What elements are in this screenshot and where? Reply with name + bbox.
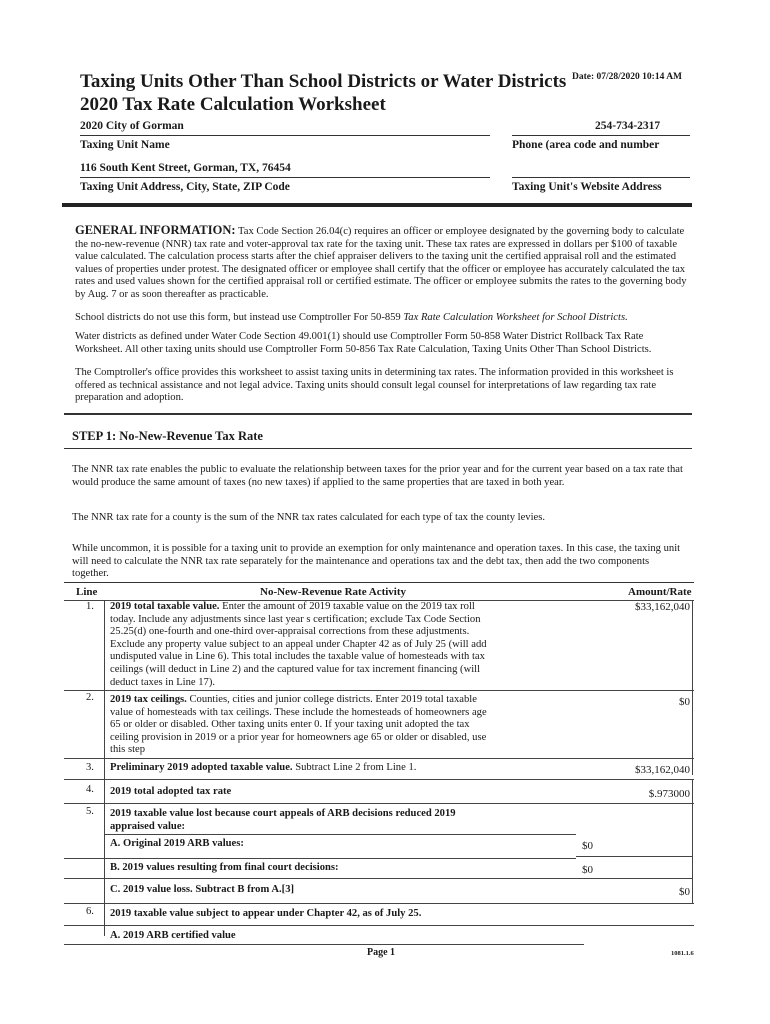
row-5b-amount: $0 <box>582 864 593 876</box>
address-value: 116 South Kent Street, Gorman, TX, 76454 <box>80 162 291 174</box>
row-6-activity: 2019 taxable value subject to appear under Chapter 42, as of July 25. <box>110 908 422 919</box>
row-2-number: 2. <box>86 692 94 703</box>
row-1-text: Enter the amount of 2019 taxable value on the 2019 tax roll today. Include any adjustments since last year s certification; exclude Tax Code Section 25.25(d) one-fourth and one-third over-appraisal corrections from these adjustments. Exclude any property value subject to an appeal under Chapter 42 as of July 25 (will add undisputed value in Line 6). This total includes the taxable value of homesteads with tax ceilings (will deduct in Line 2) and the captured value for tax increment financing (will deduct taxes in Line 17). <box>110 601 487 688</box>
date-stamp: Date: 07/28/2020 10:14 AM <box>572 72 683 82</box>
row-6-number: 6. <box>86 906 94 917</box>
title-line-1: Taxing Units Other Than School Districts or Water Districts <box>80 71 567 92</box>
row-4-amount: $.973000 <box>648 788 690 800</box>
row-2-title: 2019 tax ceilings. <box>110 694 187 705</box>
page-number: Page 1 <box>367 947 396 958</box>
row-5a-amount: $0 <box>582 840 593 852</box>
water-districts-note: Water districts as defined under Water Code Section 49.001(1) should use Comptroller Form 50-858 Water District Rollback Tax Rate Worksheet. All other taxing units should use Comptroller Form 50-856 Tax Rate Calculation, Taxing Units Other Than School Districts. <box>75 331 652 355</box>
row-1-title: 2019 total taxable value. <box>110 601 220 612</box>
general-info-paragraph <box>75 224 690 302</box>
row-1-activity <box>110 601 490 689</box>
row-2-text: Counties, cities and junior college districts. Enter 2019 total taxable value of homesteads with tax ceilings. These include the homesteads of homeowners age 65 or older or disabled. Other taxing units enter 0. If your taxing unit adopted the tax ceiling provision in 2019 or a prior year for homeowners age 65 or older or disabled, use this step <box>110 694 487 756</box>
phone-value: 254-734-2317 <box>595 120 661 132</box>
taxing-unit-name-value: 2020 City of Gorman <box>80 120 184 132</box>
comptroller-note: The Comptroller's office provides this worksheet to assist taxing units in determining tax rates. The information provided in this worksheet is offered as technical assistance and not legal advice. Taxing units should consult legal counsel for interpretations of law regarding tax rate preparation and adoption. <box>75 367 674 404</box>
row-3-text: Subtract Line 2 from Line 1. <box>292 762 417 773</box>
row-5c-label: C. 2019 value loss. Subtract B from A.[3] <box>110 884 295 895</box>
website-label: Taxing Unit's Website Address <box>512 181 662 193</box>
school-districts-note <box>75 312 690 325</box>
school-note-text: School districts do not use this form, but instead use Comptroller For 50-859 <box>75 312 404 323</box>
school-note-form-title: Tax Rate Calculation Worksheet for School Districts. <box>403 312 628 323</box>
step1-paragraph-3: While uncommon, it is possible for a taxing unit to provide an exemption for only maintenance and operation taxes. In this case, the taxing unit will need to calculate the NNR tax rate separately for the maintenance and operations tax and the debt tax, then add the two components together. <box>72 543 681 580</box>
address-label: Taxing Unit Address, City, State, ZIP Code <box>80 181 290 193</box>
row-5b-label: B. 2019 values resulting from final court decisions: <box>110 862 339 873</box>
title-line-2: 2020 Tax Rate Calculation Worksheet <box>80 94 386 115</box>
row-2-amount: $0 <box>679 696 690 708</box>
row-6a-label: A. 2019 ARB certified value <box>110 930 236 941</box>
form-title <box>80 70 566 116</box>
general-info-heading: GENERAL INFORMATION: <box>75 223 236 237</box>
taxing-unit-name-label: Taxing Unit Name <box>80 139 170 151</box>
step1-heading: STEP 1: No-New-Revenue Tax Rate <box>72 429 263 443</box>
form-code: 1081.1.6 <box>671 950 694 957</box>
step1-paragraph-2: The NNR tax rate for a county is the sum of the NNR tax rates calculated for each type of tax the county levies. <box>72 512 546 523</box>
row-3-activity <box>110 762 490 775</box>
row-5a-label: A. Original 2019 ARB values: <box>110 838 244 849</box>
row-4-number: 4. <box>86 784 94 795</box>
step1-paragraph-1: The NNR tax rate enables the public to evaluate the relationship between taxes for the prior year and for the current year based on a tax rate that would produce the same amount of taxes (no new taxes) if applied to the same properties that are taxed in both year. <box>72 464 683 488</box>
row-4-activity: 2019 total adopted tax rate <box>110 786 232 797</box>
row-5c-amount: $0 <box>679 886 690 898</box>
header-divider <box>62 203 692 207</box>
col-header-line: Line <box>76 586 98 598</box>
line-col-divider <box>104 600 105 936</box>
row-2-activity <box>110 694 490 757</box>
row-1-amount: $33,162,040 <box>635 601 690 613</box>
col-header-activity: No-New-Revenue Rate Activity <box>260 586 407 598</box>
row-5-number: 5. <box>86 806 94 817</box>
row-3-number: 3. <box>86 762 94 773</box>
right-border-top <box>692 600 693 775</box>
row-5-activity: 2019 taxable value lost because court appeals of ARB decisions reduced 2019 appraised value: <box>110 808 456 832</box>
general-info-text: Tax Code Section 26.04(c) requires an officer or employee designated by the governing body to calculate the no-new-revenue (NNR) tax rate and voter-approval tax rate for the taxing unit. These tax rates are expressed in dollars per $100 of taxable value calculated. The calculation process starts after the chief appraiser delivers to the taxing unit the certified appraisal roll and the estimated values of properties under protest. The designated officer or employee shall certify that the officer or employee has accurately calculated the tax rates and used values shown for the certified appraisal roll or certified estimate. The officer or employee submits the rates to the governing body by Aug. 7 or as soon thereafter as practicable. <box>75 226 687 300</box>
phone-label: Phone (area code and number <box>512 139 660 151</box>
row-3-title: Preliminary 2019 adopted taxable value. <box>110 762 293 773</box>
col-header-amount: Amount/Rate <box>628 586 692 598</box>
row-3-amount: $33,162,040 <box>635 764 690 776</box>
row-1-number: 1. <box>86 601 94 612</box>
